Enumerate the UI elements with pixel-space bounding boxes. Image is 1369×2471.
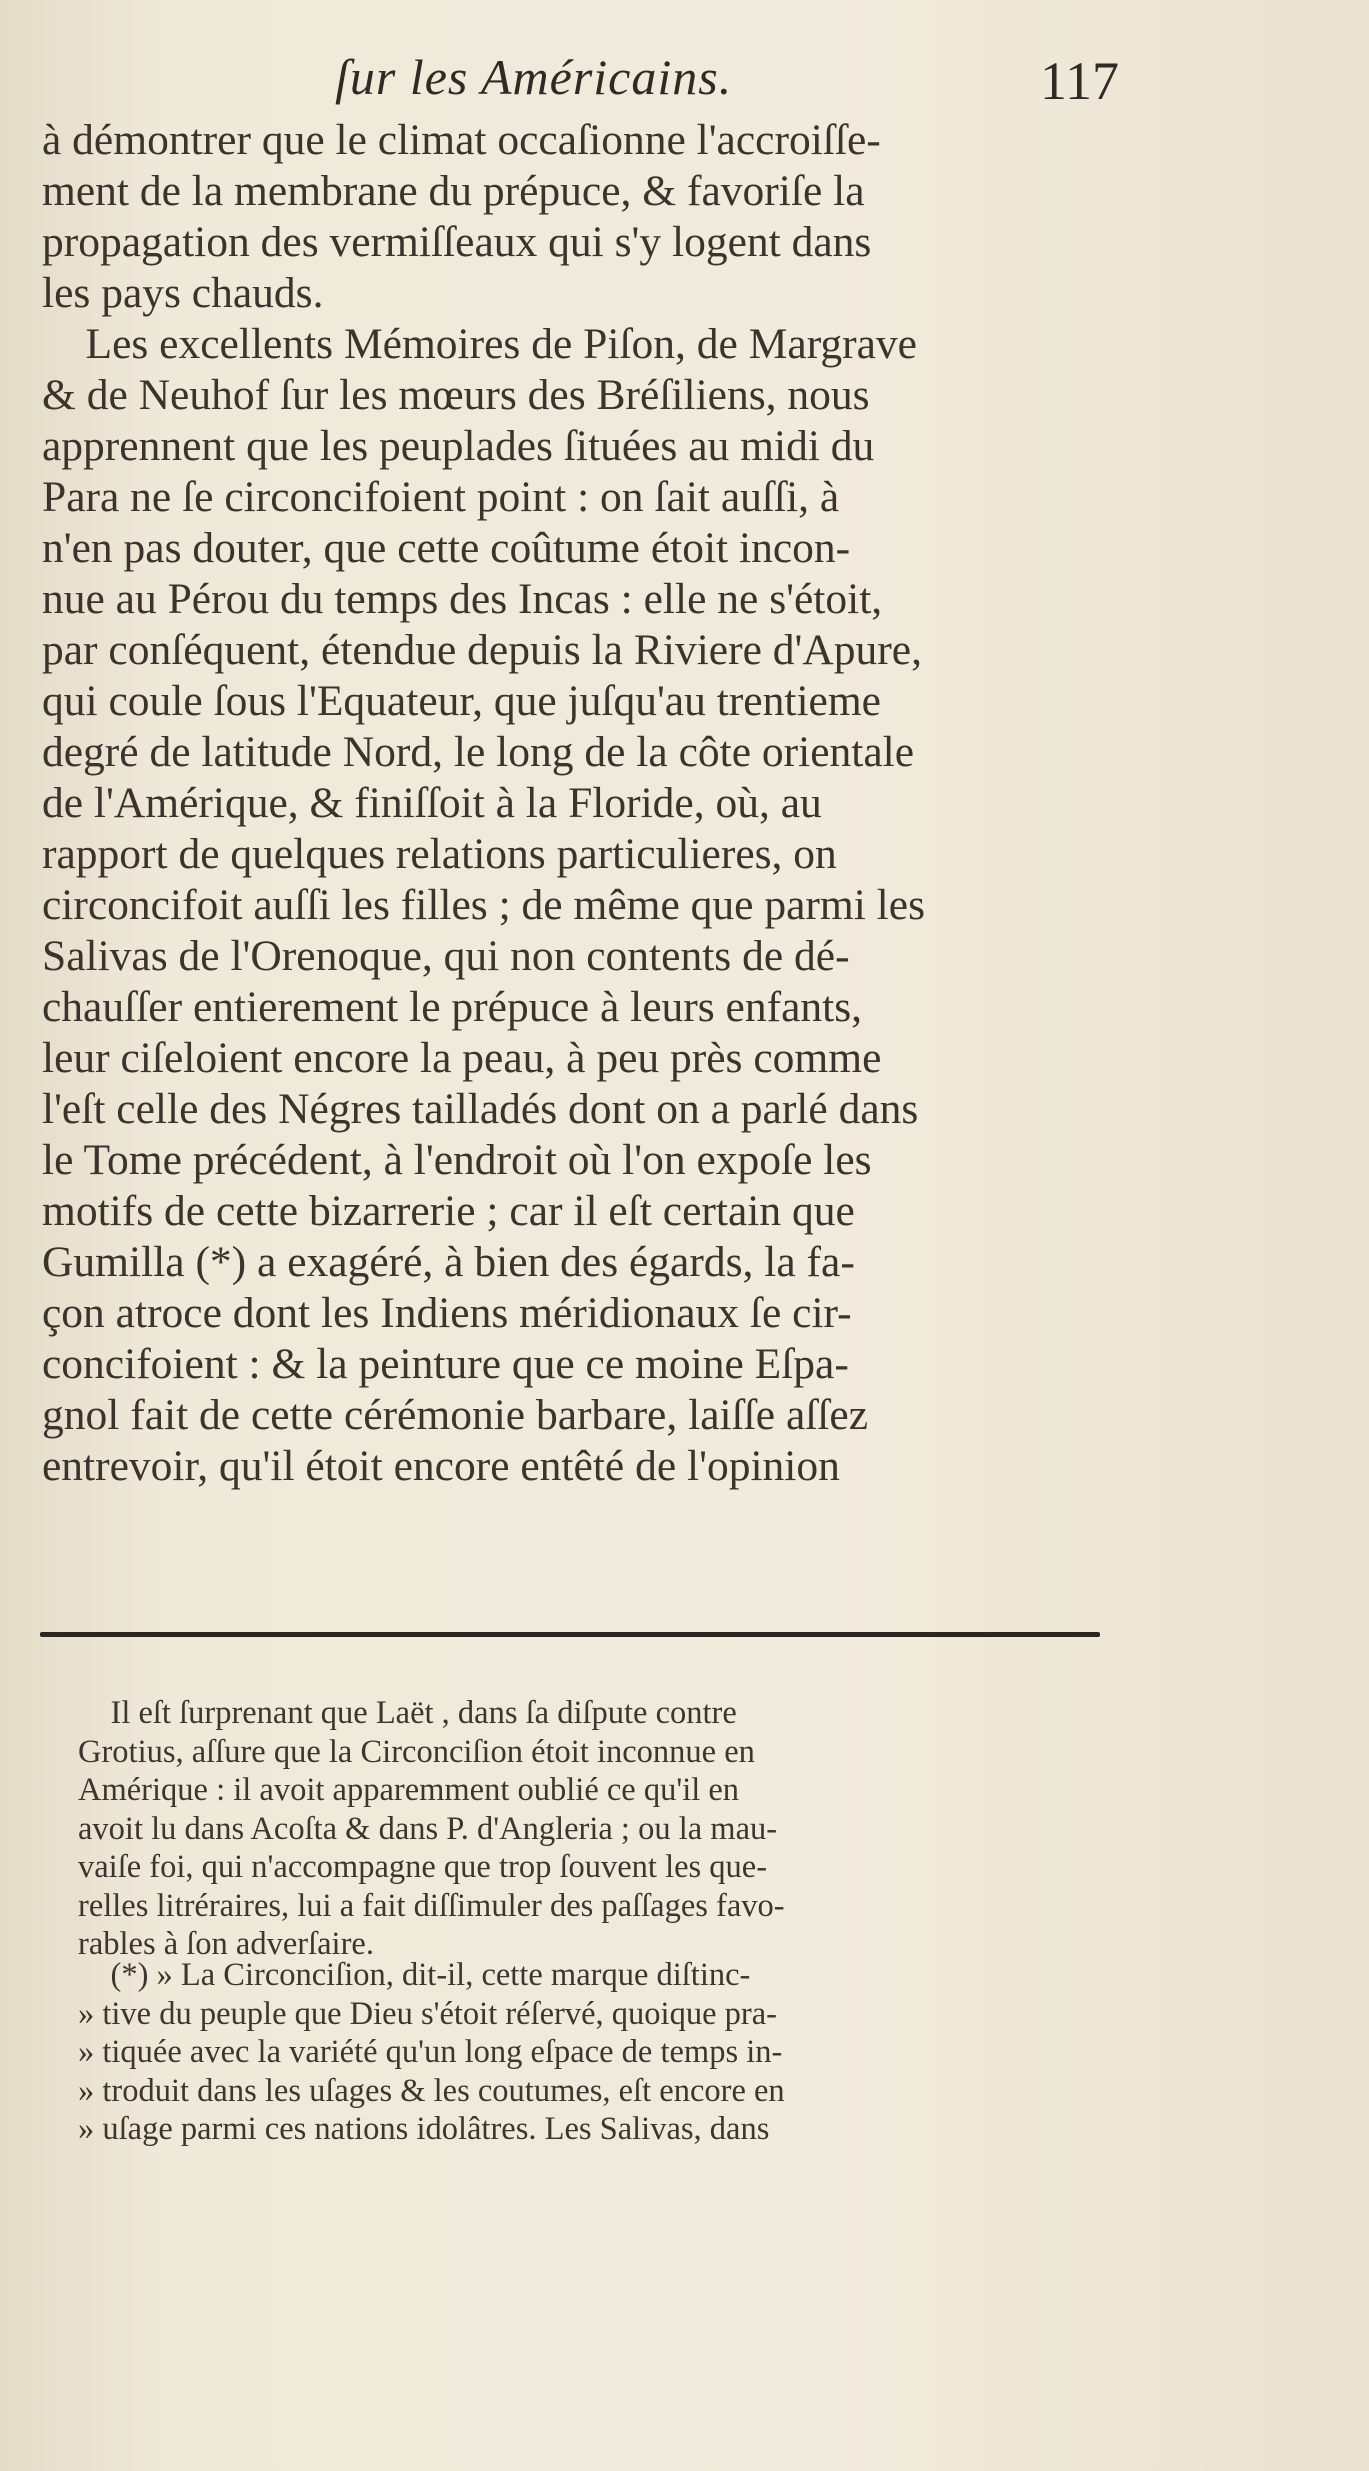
footnote-line: relles litréraires, lui a fait diſſimuler des paſſages favo- bbox=[78, 1887, 785, 1924]
text-line: concifoient : & la peinture que ce moine Eſpa- bbox=[42, 1340, 849, 1388]
footnote-line: » tiquée avec la variété qu'un long eſpace de temps in- bbox=[78, 2034, 783, 2070]
text-line: çon atroce dont les Indiens méridionaux ſe cir- bbox=[42, 1289, 852, 1337]
text-line: de l'Amérique, & finiſſoit à la Floride, où, au bbox=[42, 779, 822, 827]
text-line: Gumilla (*) a exagéré, à bien des égards, la fa- bbox=[42, 1238, 855, 1286]
footnote-line: avoit lu dans Acoſta & dans P. d'Angleria ; ou la mau- bbox=[78, 1810, 778, 1847]
text-line: entrevoir, qu'il étoit encore entêté de l'opinion bbox=[42, 1442, 840, 1490]
main-text bbox=[42, 115, 1167, 1492]
text-line: degré de latitude Nord, le long de la côte orientale bbox=[42, 728, 915, 776]
text-line: apprennent que les peuplades ſituées au midi du bbox=[42, 422, 875, 470]
footnote-line: » uſage parmi ces nations idolâtres. Les Salivas, dans bbox=[78, 2111, 770, 2147]
text-line: Para ne ſe circoncifoient point : on ſait auſſi, à bbox=[42, 473, 840, 521]
footnote-line: Amérique : il avoit apparemment oublié ce qu'il en bbox=[78, 1772, 740, 1808]
footnote-line: Il eſt ſurprenant que Laët , dans ſa diſpute contre bbox=[78, 1695, 737, 1731]
text-line: propagation des vermiſſeaux qui s'y logent dans bbox=[42, 218, 872, 266]
text-line: n'en pas douter, que cette coûtume étoit incon- bbox=[42, 524, 851, 572]
footnote-separator-rule bbox=[40, 1632, 1100, 1637]
footnote-line: Grotius, aſſure que la Circonciſion étoit inconnue en bbox=[78, 1733, 755, 1770]
text-line: chauſſer entierement le prépuce à leurs enfants, bbox=[42, 983, 863, 1031]
text-line: leur ciſeloient encore la peau, à peu près comme bbox=[42, 1034, 882, 1082]
text-line: ment de la membrane du prépuce, & favoriſe la bbox=[42, 167, 865, 215]
text-line: qui coule ſous l'Equateur, que juſqu'au trentieme bbox=[42, 677, 881, 725]
footnote-line: (*) » La Circonciſion, dit-il, cette marque diſtinc- bbox=[78, 1957, 751, 1993]
text-line: rapport de quelques relations particulieres, on bbox=[42, 830, 837, 878]
page-number: 117 bbox=[1040, 51, 1119, 111]
text-line: Salivas de l'Orenoque, qui non contents de dé- bbox=[42, 932, 850, 980]
footnote-line: » troduit dans les uſages & les coutumes, eſt encore en bbox=[78, 2072, 785, 2109]
text-line: nue au Pérou du temps des Incas : elle ne s'étoit, bbox=[42, 575, 883, 623]
running-title: ſur les Américains. bbox=[335, 49, 733, 105]
text-line: motifs de cette bizarrerie ; car il eſt certain que bbox=[42, 1187, 855, 1235]
footnote-2 bbox=[78, 1956, 1128, 2149]
page-header bbox=[0, 48, 1369, 118]
text-line: le Tome précédent, à l'endroit où l'on expoſe les bbox=[42, 1136, 872, 1184]
footnote-line: » tive du peuple que Dieu s'étoit réſervé, quoique pra- bbox=[78, 1995, 777, 2032]
text-line: les pays chauds. bbox=[42, 269, 324, 317]
text-line: à démontrer que le climat occaſionne l'accroiſſe- bbox=[42, 116, 881, 164]
text-line: l'eſt celle des Négres tailladés dont on a parlé dans bbox=[42, 1085, 919, 1133]
text-line: circoncifoit auſſi les filles ; de même que parmi les bbox=[42, 881, 925, 929]
text-line: par conſéquent, étendue depuis la Riviere d'Apure, bbox=[42, 626, 922, 674]
text-line: & de Neuhof ſur les mœurs des Bréſiliens, nous bbox=[42, 371, 870, 419]
footnote-1 bbox=[78, 1694, 1128, 1964]
footnote-line: rables à ſon adverſaire. bbox=[78, 1926, 374, 1962]
footnote-line: vaiſe foi, qui n'accompagne que trop ſouvent les que- bbox=[78, 1849, 768, 1885]
text-line: gnol fait de cette cérémonie barbare, laiſſe aſſez bbox=[42, 1391, 869, 1439]
text-line: Les excellents Mémoires de Piſon, de Margrave bbox=[42, 320, 917, 368]
